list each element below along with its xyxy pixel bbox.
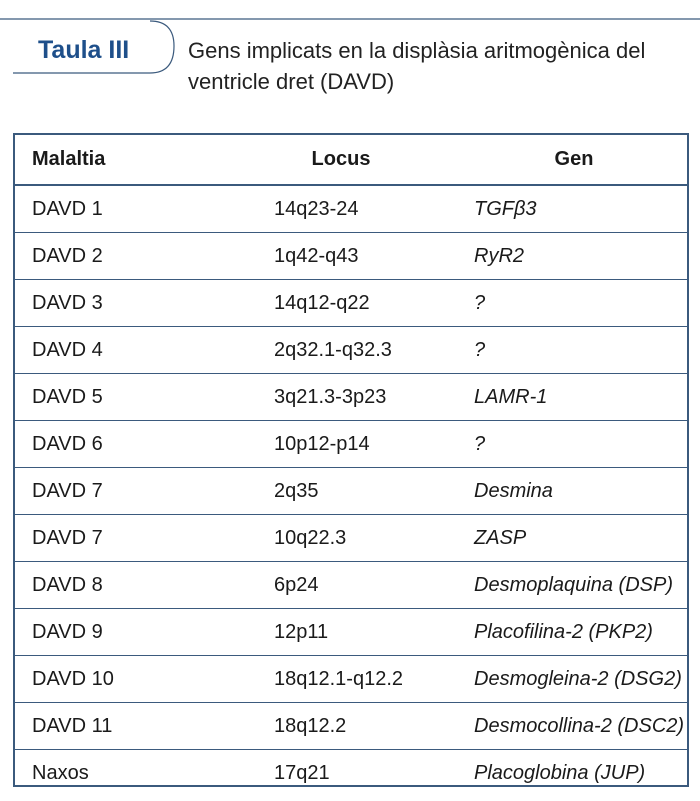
cell-malaltia: DAVD 4 bbox=[15, 327, 261, 374]
table-row bbox=[15, 468, 687, 515]
cell-malaltia: DAVD 9 bbox=[15, 609, 261, 656]
cell-locus: 3q21.3-3p23 bbox=[261, 374, 461, 421]
column-header-malaltia: Malaltia bbox=[15, 135, 261, 185]
table-body bbox=[15, 185, 687, 796]
cell-gen: Desmogleina-2 (DSG2) bbox=[461, 656, 687, 703]
cell-malaltia: DAVD 2 bbox=[15, 233, 261, 280]
table-row bbox=[15, 233, 687, 280]
cell-malaltia: DAVD 3 bbox=[15, 280, 261, 327]
cell-malaltia: DAVD 7 bbox=[15, 468, 261, 515]
table-row bbox=[15, 280, 687, 327]
table-row bbox=[15, 656, 687, 703]
cell-locus: 18q12.2 bbox=[261, 703, 461, 750]
cell-locus: 6p24 bbox=[261, 562, 461, 609]
cell-gen: LAMR-1 bbox=[461, 374, 687, 421]
cell-gen: ? bbox=[461, 327, 687, 374]
cell-locus: 10p12-p14 bbox=[261, 421, 461, 468]
cell-malaltia: DAVD 8 bbox=[15, 562, 261, 609]
cell-locus: 14q23-24 bbox=[274, 197, 359, 220]
cell-locus: 1q42-q43 bbox=[261, 233, 461, 280]
cell-malaltia: DAVD 10 bbox=[15, 656, 261, 703]
table-row bbox=[15, 609, 687, 656]
table-row bbox=[15, 185, 687, 233]
table-row bbox=[15, 327, 687, 374]
cell-gen: Desmoplaquina (DSP) bbox=[461, 562, 687, 609]
cell-locus: 2q32.1-q32.3 bbox=[261, 327, 461, 374]
cell-malaltia: DAVD 6 bbox=[15, 421, 261, 468]
header-row bbox=[15, 135, 687, 185]
cell-malaltia: Naxos bbox=[15, 750, 261, 797]
cell-malaltia: DAVD 7 bbox=[15, 515, 261, 562]
table-row bbox=[15, 421, 687, 468]
cell-gen: Desmina bbox=[461, 468, 687, 515]
cell-gen: Desmocollina-2 (DSC2) bbox=[461, 703, 687, 750]
column-header-locus: Locus bbox=[261, 135, 461, 185]
cell-locus: 14q12-q22 bbox=[261, 280, 461, 327]
cell-gen: Placofilina-2 (PKP2) bbox=[461, 609, 687, 656]
cell-gen: TGFβ3 bbox=[474, 197, 537, 220]
cell-locus: 10q22.3 bbox=[261, 515, 461, 562]
table-caption: Gens implicats en la displàsia aritmogènica del ventricle dret (DAVD) bbox=[188, 38, 646, 94]
cell-locus: 18q12.1-q12.2 bbox=[261, 656, 461, 703]
cell-malaltia: DAVD 1 bbox=[32, 197, 103, 220]
table-row bbox=[15, 515, 687, 562]
cell-locus: 2q35 bbox=[261, 468, 461, 515]
cell-locus: 12p11 bbox=[261, 609, 461, 656]
table-row bbox=[15, 703, 687, 750]
table-label: Taula III bbox=[38, 36, 130, 64]
table-header bbox=[0, 0, 700, 110]
cell-malaltia: DAVD 5 bbox=[15, 374, 261, 421]
cell-gen: RyR2 bbox=[461, 233, 687, 280]
column-header-gen: Gen bbox=[461, 135, 687, 185]
cell-locus: 17q21 bbox=[261, 750, 461, 797]
cell-malaltia: DAVD 11 bbox=[15, 703, 261, 750]
table-row bbox=[15, 750, 687, 797]
genes-table bbox=[13, 133, 689, 787]
cell-gen: Placoglobina (JUP) bbox=[461, 750, 687, 797]
cell-gen: ? bbox=[461, 421, 687, 468]
table-row bbox=[15, 374, 687, 421]
cell-gen: ? bbox=[461, 280, 687, 327]
table-row bbox=[15, 562, 687, 609]
cell-gen: ZASP bbox=[461, 515, 687, 562]
